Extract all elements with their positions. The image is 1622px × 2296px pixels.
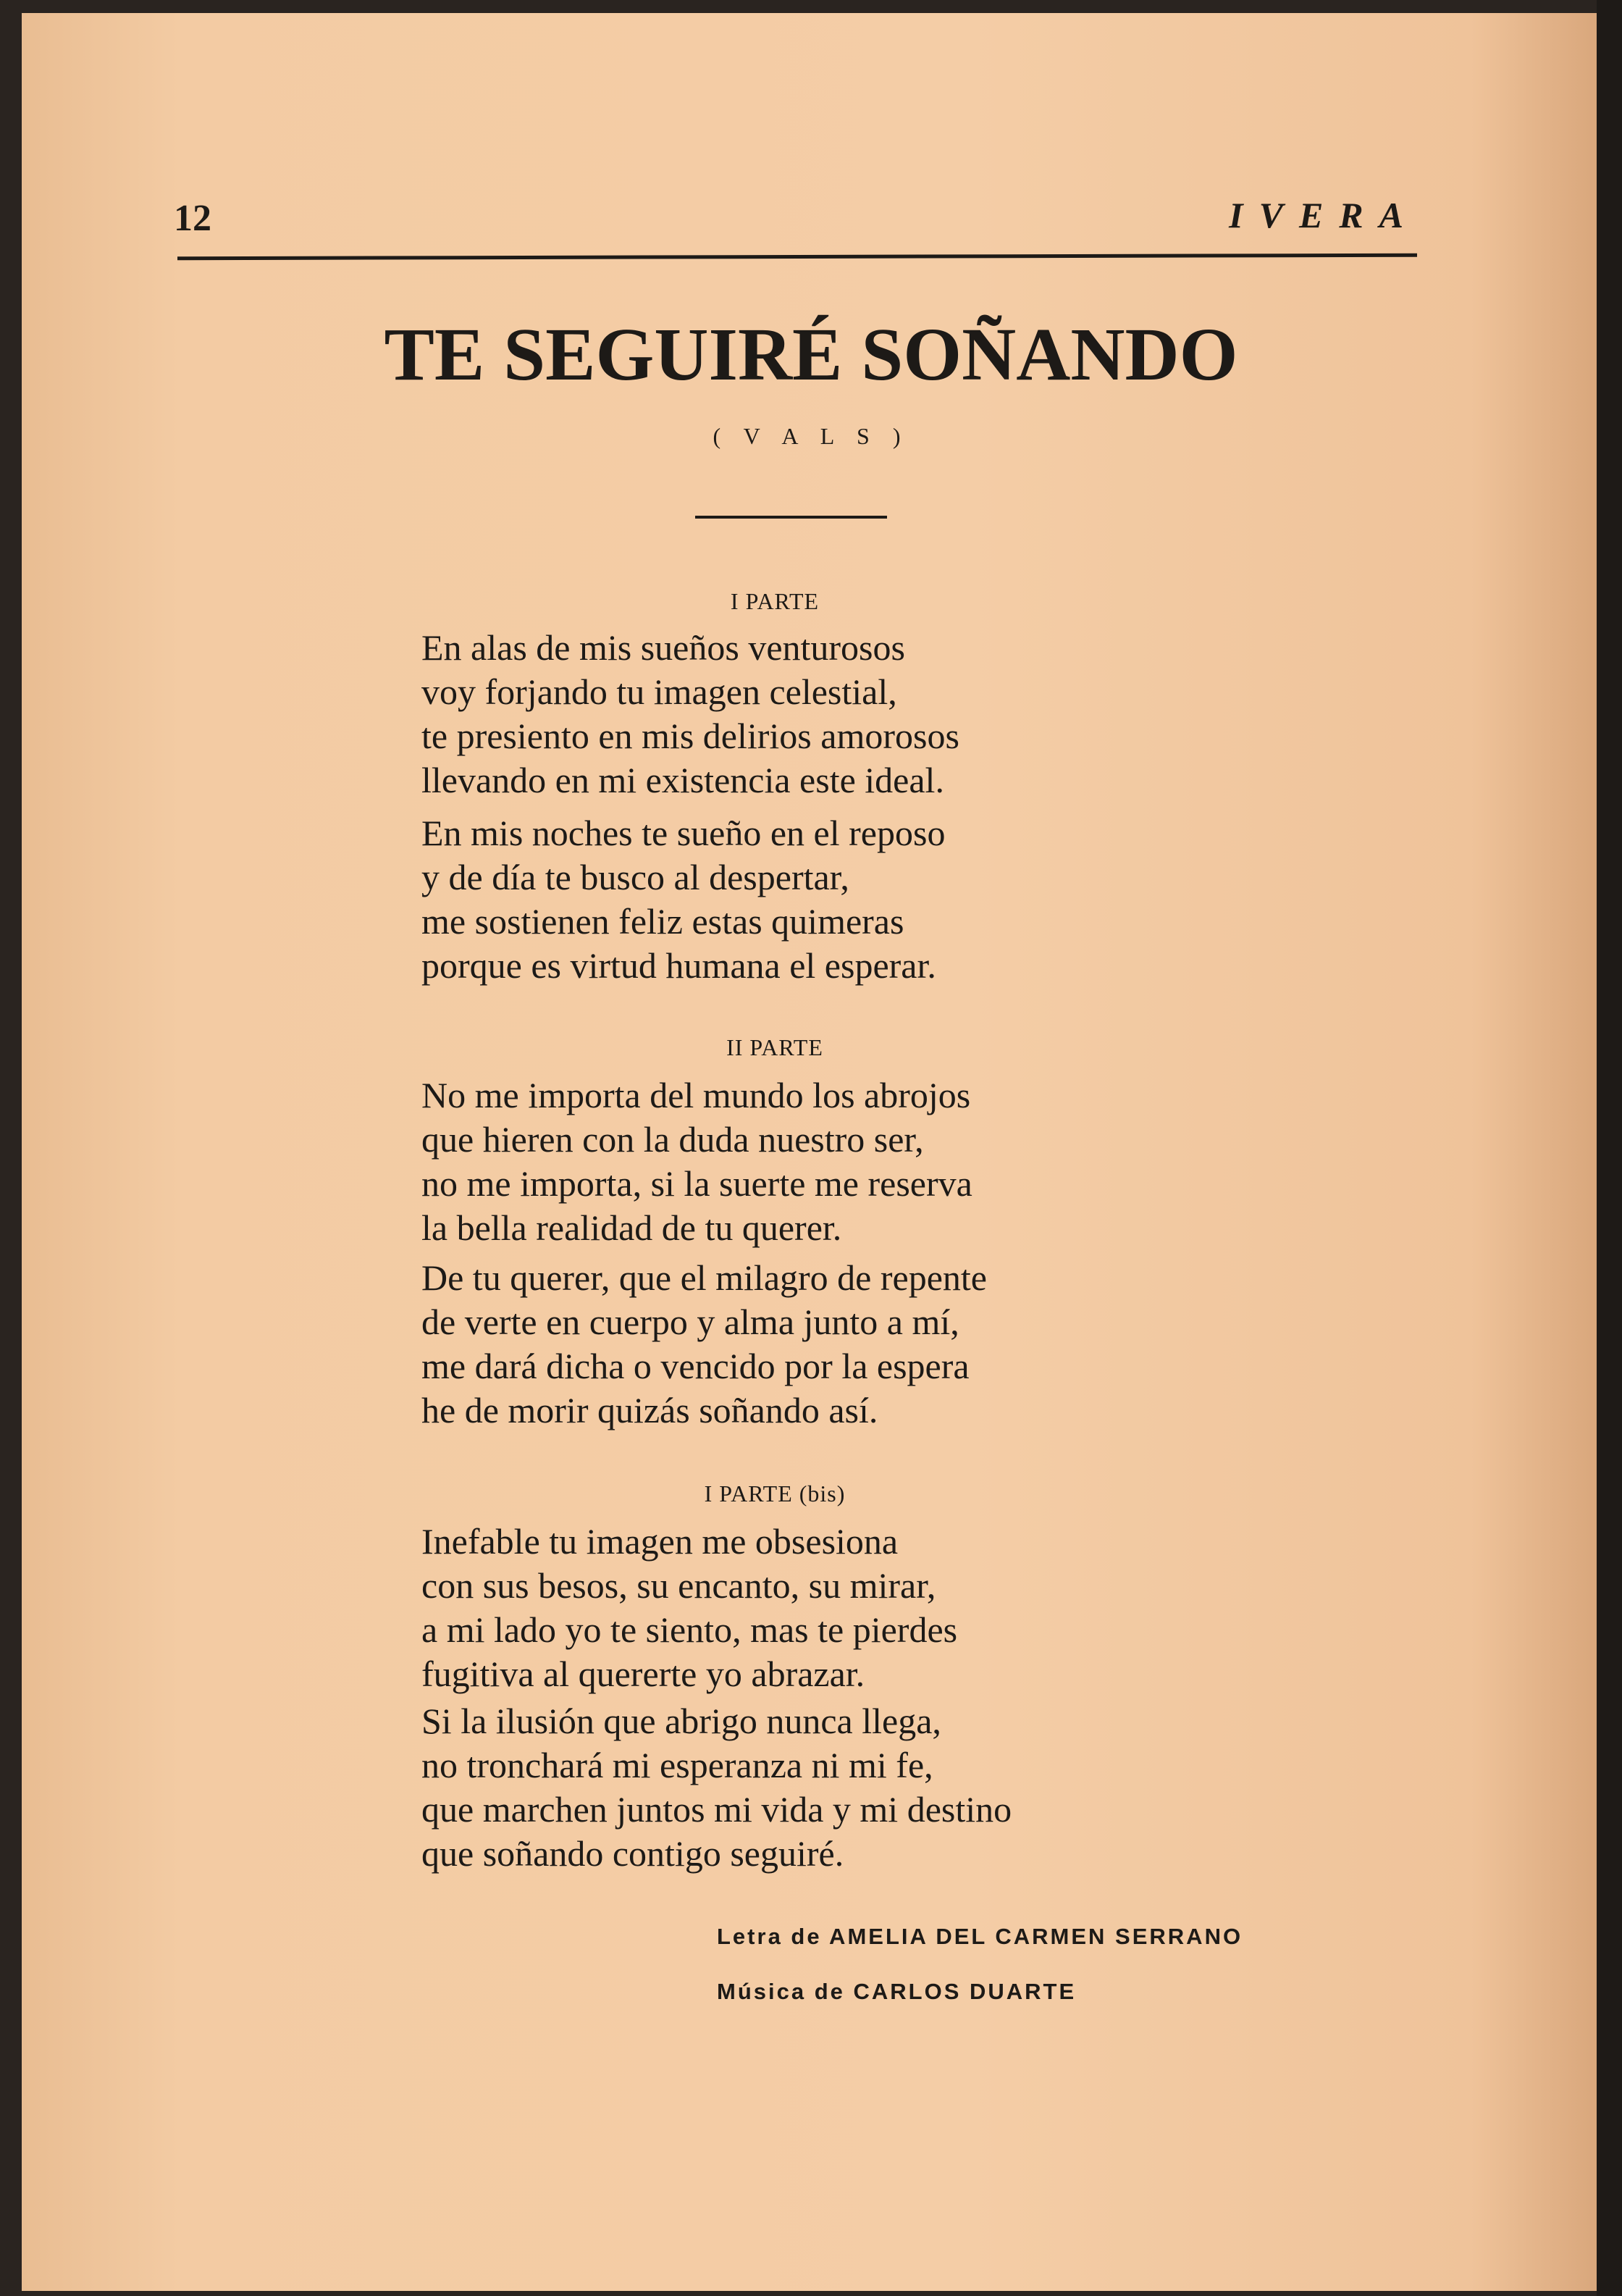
verse-line: la bella realidad de tu querer. <box>421 1207 842 1248</box>
title-divider <box>695 516 887 519</box>
section-heading: I PARTE (bis) <box>704 1480 846 1507</box>
verse-line: me sostienen feliz estas quimeras <box>421 901 904 942</box>
stanza <box>421 1256 987 1433</box>
stanza <box>421 626 959 803</box>
verse-line: voy forjando tu imagen celestial, <box>421 671 897 712</box>
verse-line: fugitiva al quererte yo abrazar. <box>421 1654 865 1694</box>
verse-line: En alas de mis sueños venturosos <box>421 627 905 668</box>
verse-line: En mis noches te sueño en el reposo <box>421 813 946 853</box>
verse-line: no tronchará mi esperanza ni mi fe, <box>421 1745 933 1785</box>
verse-line: que hieren con la duda nuestro ser, <box>421 1119 924 1160</box>
verse-line: De tu querer, que el milagro de repente <box>421 1257 987 1298</box>
verse-line: y de día te busco al despertar, <box>421 857 849 897</box>
verse-line: Inefable tu imagen me obsesiona <box>421 1521 899 1562</box>
verse-line: de verte en cuerpo y alma junto a mí, <box>421 1302 959 1342</box>
verse-line: me dará dicha o vencido por la espera <box>421 1346 970 1386</box>
stanza <box>421 1073 972 1250</box>
verse-line: llevando en mi existencia este ideal. <box>421 760 944 800</box>
lyrics-credit: Letra de AMELIA DEL CARMEN SERRANO <box>717 1924 1243 1949</box>
stanza <box>421 811 945 988</box>
verse-line: no me importa, si la suerte me reserva <box>421 1163 972 1204</box>
verse-line: Si la ilusión que abrigo nunca llega, <box>421 1701 941 1741</box>
verse-line: porque es virtud humana el esperar. <box>421 945 936 986</box>
verse-line: que marchen juntos mi vida y mi destino <box>421 1789 1012 1830</box>
verse-line: No me importa del mundo los abrojos <box>421 1075 971 1115</box>
stanza <box>421 1520 957 1696</box>
music-credit: Música de CARLOS DUARTE <box>717 1979 1077 2004</box>
verse-line: te presiento en mis delirios amorosos <box>421 716 959 756</box>
verse-line: con sus besos, su encanto, su mirar, <box>421 1565 936 1606</box>
section-heading: I PARTE <box>730 588 820 614</box>
song-title: TE SEGUIRÉ SOÑANDO <box>384 313 1238 396</box>
stanza <box>421 1699 1012 1876</box>
song-genre: ( V A L S ) <box>713 423 909 449</box>
section-heading: II PARTE <box>726 1034 823 1060</box>
verse-line: he de morir quizás soñando así. <box>421 1390 878 1430</box>
magazine-name: IVERA <box>1229 195 1419 235</box>
verse-line: que soñando contigo seguiré. <box>421 1833 844 1874</box>
page-number: 12 <box>174 198 211 239</box>
verse-line: a mi lado yo te siento, mas te pierdes <box>421 1609 958 1650</box>
